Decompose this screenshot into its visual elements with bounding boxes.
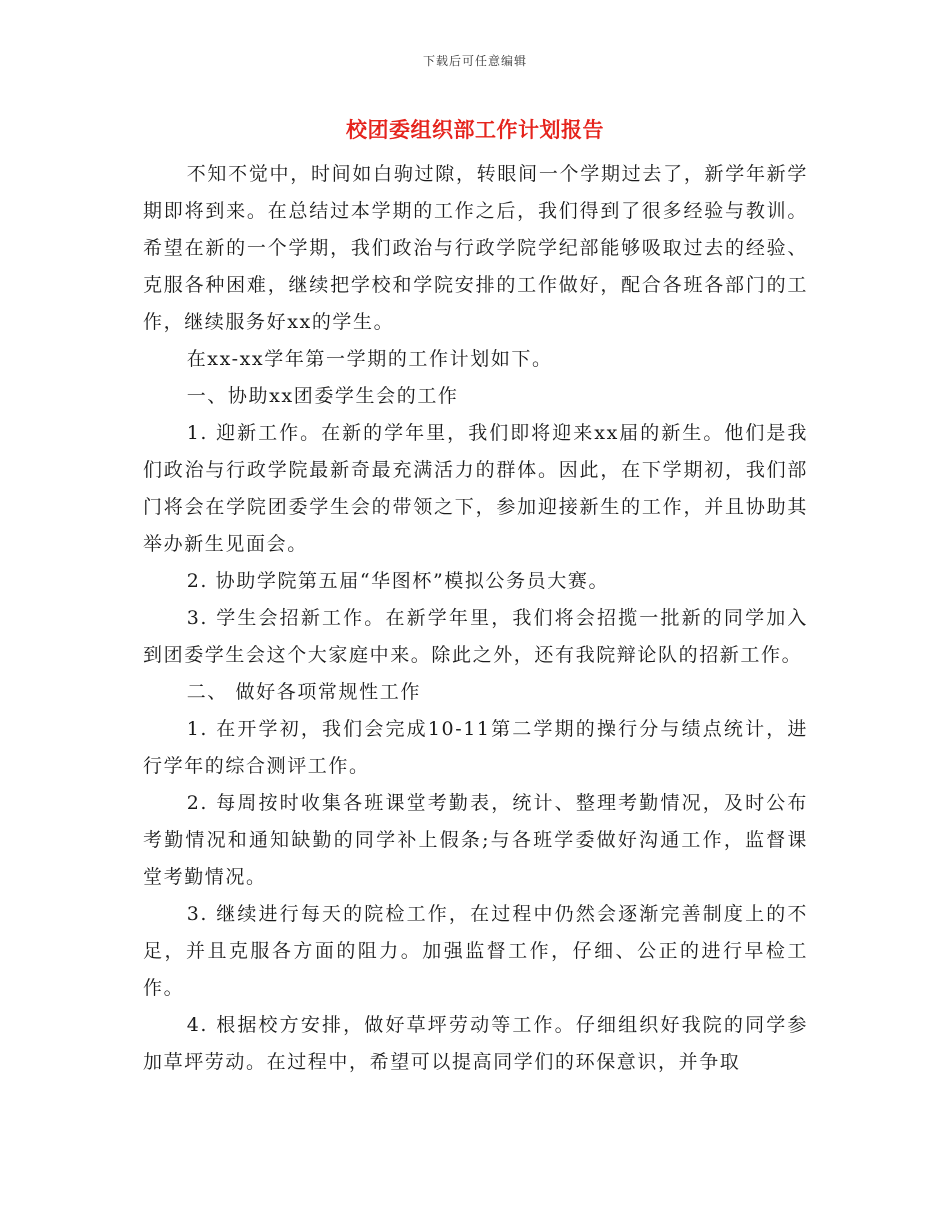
paragraph-item: 2. 协助学院第五届“华图杯”模拟公务员大赛。 — [186, 570, 610, 592]
paragraph-item: 3. 学生会招新工作。在新学年里，我们将会招揽一批新的同学加入到团委学生会这个大家庭中来。除此之外，还有我院辩论队的招新工作。 — [143, 607, 808, 666]
paragraph-item: 1. 迎新工作。在新的学年里，我们即将迎来xx届的新生。他们是我们政治与行政学院最新奇最充满活力的群体。因此，在下学期初，我们部门将会在学院团委学生会的带领之下，参加迎接新生的工作，并且协助其举办新生见面会。 — [143, 422, 808, 555]
paragraph-plan-intro: 在xx-xx学年第一学期的工作计划如下。 — [186, 348, 553, 370]
paragraph-item: 1. 在开学初，我们会完成10-11第二学期的操行分与绩点统计，进行学年的综合测评工作。 — [143, 718, 808, 777]
document-body — [143, 156, 808, 1081]
header-note: 下载后可任意编辑 — [422, 54, 527, 68]
paragraph-intro: 不知不觉中，时间如白驹过隙，转眼间一个学期过去了，新学年新学期即将到来。在总结过本学期的工作之后，我们得到了很多经验与教训。希望在新的一个学期，我们政治与行政学院学纪部能够吸取过去的经验、克服各种困难，继续把学校和学院安排的工作做好，配合各班各部门的工作，继续服务好xx的学生。 — [143, 163, 808, 333]
paragraph-item: 4. 根据校方安排，做好草坪劳动等工作。仔细组织好我院的同学参加草坪劳动。在过程中，希望可以提高同学们的环保意识，并争取 — [143, 1014, 808, 1073]
paragraph-item: 3. 继续进行每天的院检工作，在过程中仍然会逐渐完善制度上的不足，并且克服各方面的阻力。加强监督工作，仔细、公正的进行早检工作。 — [143, 903, 808, 999]
paragraph-item: 2. 每周按时收集各班课堂考勤表，统计、整理考勤情况，及时公布考勤情况和通知缺勤的同学补上假条;与各班学委做好沟通工作，监督课堂考勤情况。 — [143, 792, 808, 888]
section-heading-2: 二、 做好各项常规性工作 — [186, 681, 421, 703]
section-heading-1: 一、协助xx团委学生会的工作 — [186, 385, 459, 407]
document-title: 校团委组织部工作计划报告 — [346, 117, 604, 142]
